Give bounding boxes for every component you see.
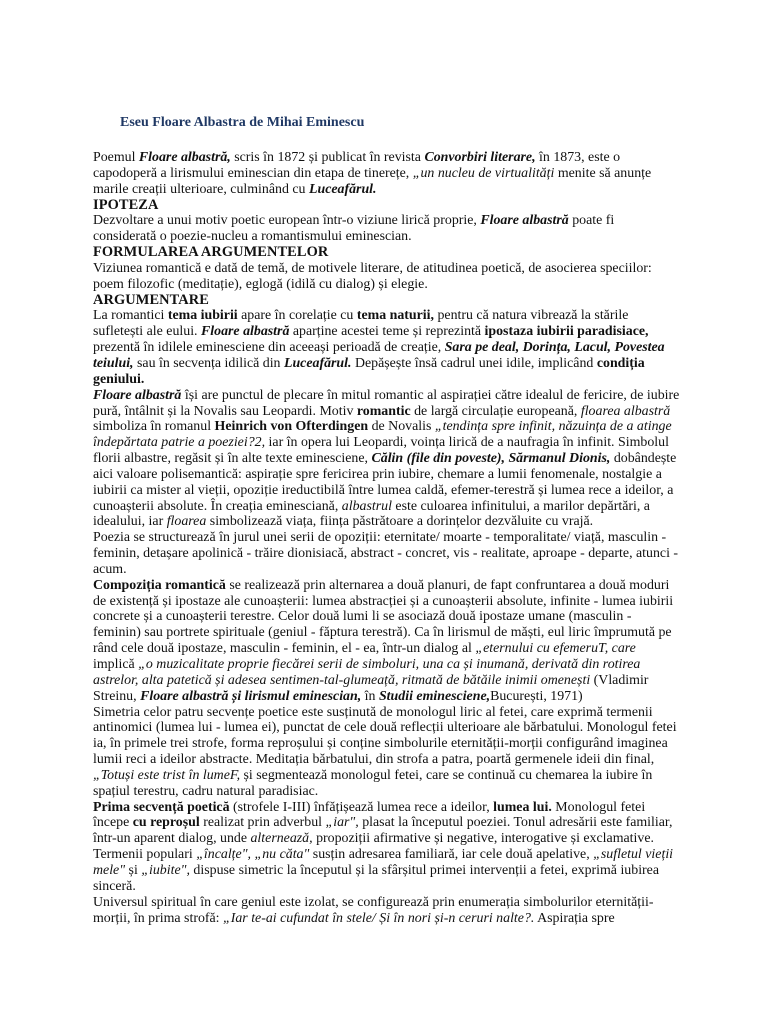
paragraph-argumentare-7: Universul spiritual în care geniul este izolat, se configurează prin enumerația simbolurilor eternității-morții, în prima strofă: „Iar te-ai cufundat în stele/ Și în nori și-n ceruri nalte?. Aspirația spre — [93, 894, 654, 926]
paragraph-argumentare-4: Compoziția romantică se realizează prin alternarea a două planuri, de fapt confruntarea a două moduri de existență și ipostaze ale cunoașterii: lumea abstracției și a cunoașterii absolute, infinite - lumea iubirii concrete și a cunoașterii terestre. Celor două lumi li se asociază două ipostaze umane (masculin - feminin) sau portrete spirituale (geniul - făptura terestră). Ca în lirismul de măști, eul liric împrumută pe rând cele două ipostaze, masculin - feminin, el - ea, într-un dialog al „eternului cu efemeruT, care implică „o muzicalitate proprie fiecărei serii de simboluri, una ca și inumană, derivată din rotirea astrelor, alta patetică și adesea sentimen-tal-glumeață, ritmată de bătăile inimii omenești (Vladimir Streinu, Floare albastră și lirismul eminescian, în Studii eminesciene,București, 1971) — [93, 577, 674, 704]
paragraph-argumentare-3: Poezia se structurează în jurul unei serii de opoziții: eternitate/ moarte - temporalitate/ viață, masculin -feminin, detașare apolinică - trăire dionisiacă, abstract - concret, vis - realitate, aproape - departe, atunci -acum. — [93, 530, 679, 577]
heading-argumentare: ARGUMENTARE — [93, 291, 209, 308]
document-body — [93, 150, 680, 926]
paragraph-formularea: Viziunea romantică e dată de temă, de motivele literare, de atitudinea poetică, de asocierea speciilor: poem filozofic (meditație), eglogă (idilă cu dialog) și elegie. — [93, 260, 652, 292]
paragraph-argumentare-5: Simetria celor patru secvențe poetice este susținută de monologul liric al fetei, care exprimă termenii antinomici (lumea lui - lumea ei), punctat de cele două reflecții ulterioare ale bărbatului. Monologul fetei ia, în primele trei strofe, forma reproșului și conține simbolurile eternității-morții configurând imaginea lumii reci a ideilor abstracte. Meditația bărbatului, din strofa a patra, poartă germenele ideii din final, „Totuși este trist în lumeF, și segmentează monologul fetei, care se continuă cu chemarea la iubire în spațiul terestru, cadru natural paradisiac. — [93, 704, 677, 799]
paragraph-argumentare-1: La romantici tema iubirii apare în corelație cu tema naturii, pentru că natura vibrează la stările sufletești ale eului. Floare albastră aparține acestei teme și reprezintă ipostaza iubirii paradisiace, prezentă în idilele eminesciene din aceeași perioadă de creație, Sara pe deal, Dorința, Lacul, Povestea teiului, sau în secvența idilică din Luceafărul. Depășește însă cadrul unei idile, implicând condiția geniului. — [93, 308, 665, 387]
paragraph-intro: Poemul Floare albastră, scris în 1872 și publicat în revista Convorbiri literare, în 1873, este o capodoperă a lirismului eminescian din etapa de tinerețe, „un nucleu de virtualități menite să anunțe marile creații ulterioare, culminând cu Luceafărul. — [93, 150, 652, 197]
paragraph-ipoteza: Dezvoltare a unui motiv poetic european într-o viziune lirică proprie, Floare albastră poate fi considerată o poezie-nucleu a romantismului eminescian. — [93, 213, 615, 245]
heading-formularea-argumentelor: FORMULAREA ARGUMENTELOR — [93, 244, 329, 261]
paragraph-argumentare-2: Floare albastră își are punctul de plecare în mitul romantic al aspirației către idealul de fericire, de iubire pură, întâlnit și la Novalis sau Leopardi. Motiv romantic de largă circulație europeană, floarea albastră simboliza în romanul Heinrich von Ofterdingen de Novalis „tendința spre infinit, năzuința de a atinge îndepărtata patrie a poeziei?2, iar în opera lui Leopardi, voința lirică de a naufragia în infinit. Simbolul florii albastre, regăsit și în alte texte eminesciene, Călin (file din poveste), Sărmanul Dionis, dobândește aici valoare polisemantică: aspirație spre fericirea prin iubire, chemare a lumii fenomenale, nostalgie a iubirii ca mister al vieții, opoziție ireductibilă între lumea caldă, efemer-terestră și lumea rece a ideilor, a cunoașterii absolute. În creația eminesciană, albastrul este culoarea infinitului, a marilor depărtări, a idealului, iar floarea simbolizează viața, ființa păstrătoare a dorințelor dezvăluite cu vrajă. — [93, 387, 680, 530]
heading-ipoteza: IPOTEZA — [93, 196, 159, 213]
paragraph-argumentare-6: Prima secvență poetică (strofele I-III) înfățișează lumea rece a ideilor, lumea lui. Monologul fetei începe cu reproșul realizat prin adverbul „iar", plasat la începutul poeziei. Tonul adresării este familiar, într-un aparent dialog, unde alternează, propoziții afirmative și negative, interogative și exclamative. Termenii populari „încalțe", „nu căta" susțin adresarea familiară, iar cele două apelative, „sufletul vieții mele" și „iubite", dispuse simetric la începutul și la sfârșitul primei intervenții a fetei, exprimă iubirea sinceră. — [93, 799, 674, 894]
document-title: Eseu Floare Albastra de Mihai Eminescu — [120, 115, 365, 130]
